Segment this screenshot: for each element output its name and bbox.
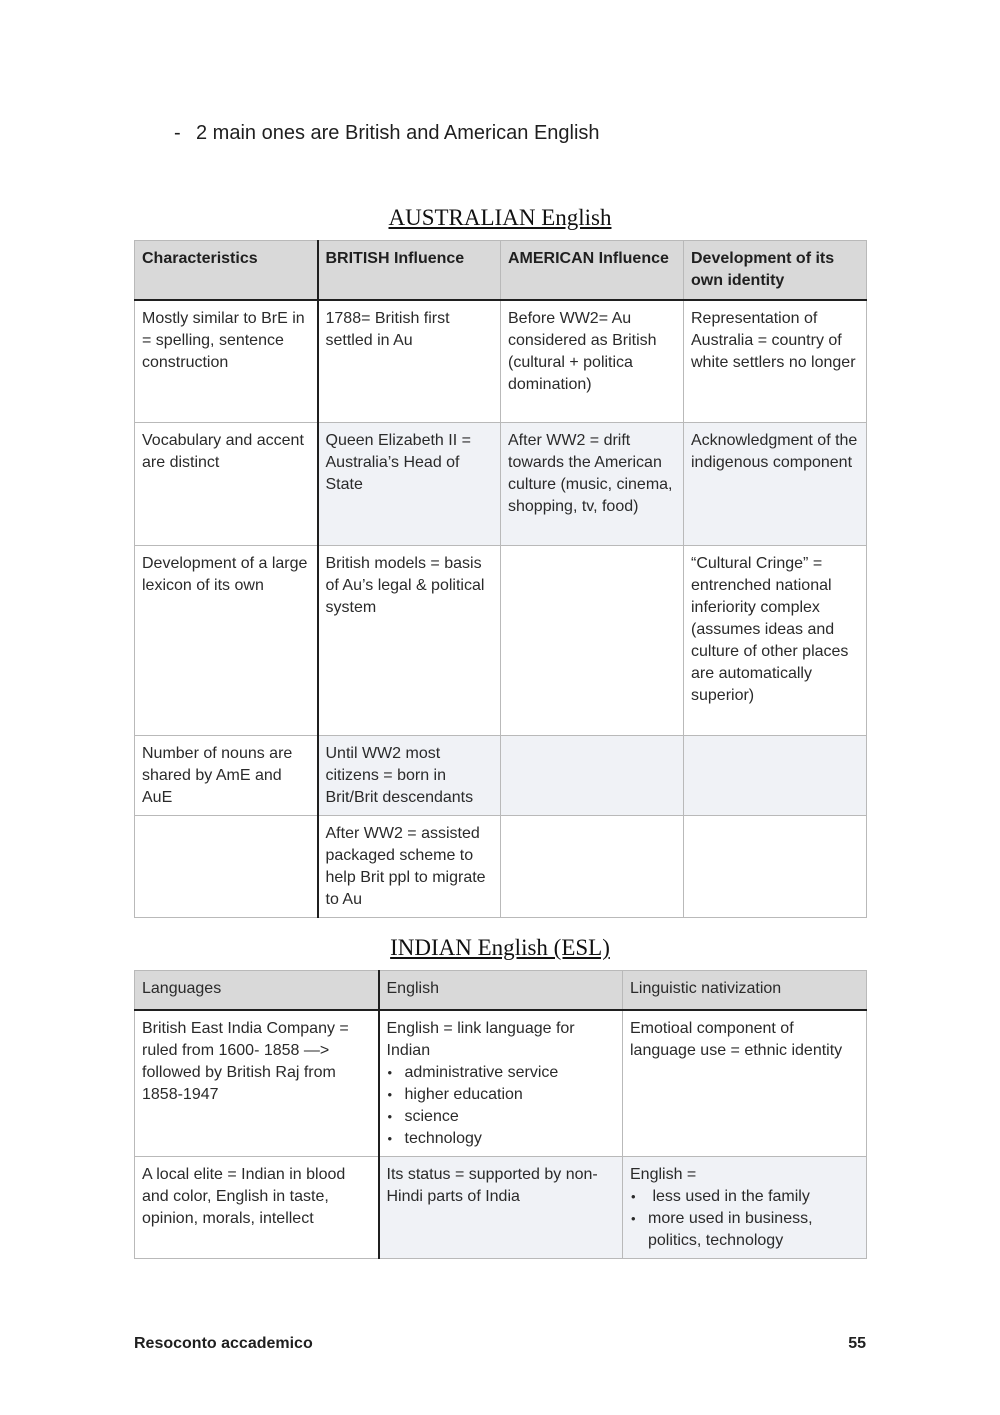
header-american-influence: AMERICAN Influence <box>501 241 684 300</box>
table-cell <box>379 1010 623 1157</box>
table-cell: 1788= British first settled in Au <box>318 300 501 423</box>
cell-intro: English = link language for Indian <box>386 1019 575 1059</box>
table-row <box>135 736 867 816</box>
header-british-influence: BRITISH Influence <box>318 241 501 300</box>
list-item: • technology <box>405 1128 616 1150</box>
bullet-list <box>630 1186 859 1252</box>
table-cell: British models = basis of Au’s legal & political system <box>318 546 501 736</box>
table-row <box>135 300 867 423</box>
table-cell <box>684 736 867 816</box>
table-row <box>135 546 867 736</box>
list-item: • administrative service <box>405 1062 616 1084</box>
table-header-row <box>135 971 867 1010</box>
table-cell: Vocabulary and accent are distinct <box>135 423 318 546</box>
table-cell: Mostly similar to BrE in = spelling, sentence construction <box>135 300 318 423</box>
table-header-row <box>135 241 867 300</box>
table-cell <box>501 546 684 736</box>
table-row <box>135 1156 867 1258</box>
bullet-point <box>174 122 600 145</box>
table-cell: Until WW2 most citizens = born in Brit/Brit descendants <box>318 736 501 816</box>
table-cell: After WW2 = drift towards the American culture (music, cinema, shopping, tv, food) <box>501 423 684 546</box>
table-cell: Its status = supported by non-Hindi parts of India <box>379 1156 623 1258</box>
dash-bullet: - <box>174 122 181 144</box>
table-cell <box>501 736 684 816</box>
australian-english-title: AUSTRALIAN English <box>388 205 612 230</box>
indian-english-table <box>134 970 867 1259</box>
bullet-list <box>387 1062 616 1150</box>
list-item: • more used in business, politics, technology <box>648 1208 859 1252</box>
list-item: • less used in the family <box>648 1186 859 1208</box>
table-cell: Representation of Australia = country of white settlers no longer <box>684 300 867 423</box>
table-cell <box>135 816 318 918</box>
bullet-text: 2 main ones are British and American English <box>196 122 600 144</box>
table-cell <box>623 1156 867 1258</box>
indian-english-title: INDIAN English (ESL) <box>390 935 610 960</box>
header-languages: Languages <box>135 971 379 1010</box>
page-number: 55 <box>848 1335 866 1352</box>
table-row <box>135 423 867 546</box>
table-cell <box>684 816 867 918</box>
cell-intro: English = <box>630 1165 697 1183</box>
table-cell: Development of a large lexicon of its own <box>135 546 318 736</box>
table-cell: British East India Company = ruled from 1600- 1858 —> followed by British Raj from 1858-1947 <box>135 1010 379 1157</box>
table-cell: Number of nouns are shared by AmE and AuE <box>135 736 318 816</box>
table-cell: A local elite = Indian in blood and color, English in taste, opinion, morals, intellect <box>135 1156 379 1258</box>
table-cell: “Cultural Cringe” = entrenched national inferiority complex (assumes ideas and culture of other places are automatically superior) <box>684 546 867 736</box>
table-cell: Acknowledgment of the indigenous component <box>684 423 867 546</box>
table-row <box>135 1010 867 1157</box>
list-item: • higher education <box>405 1084 616 1106</box>
header-english: English <box>379 971 623 1010</box>
table-cell: Emotioal component of language use = ethnic identity <box>623 1010 867 1157</box>
table-row <box>135 816 867 918</box>
table-cell: After WW2 = assisted packaged scheme to help Brit ppl to migrate to Au <box>318 816 501 918</box>
list-item: • science <box>405 1106 616 1128</box>
header-own-identity: Development of its own identity <box>684 241 867 300</box>
header-linguistic-nativization: Linguistic nativization <box>623 971 867 1010</box>
footer-title: Resoconto accademico <box>134 1335 313 1352</box>
table-cell <box>501 816 684 918</box>
header-characteristics: Characteristics <box>135 241 318 300</box>
australian-english-table <box>134 240 867 918</box>
table-cell: Queen Elizabeth II = Australia’s Head of State <box>318 423 501 546</box>
table-cell: Before WW2= Au considered as British (cultural + politica domination) <box>501 300 684 423</box>
